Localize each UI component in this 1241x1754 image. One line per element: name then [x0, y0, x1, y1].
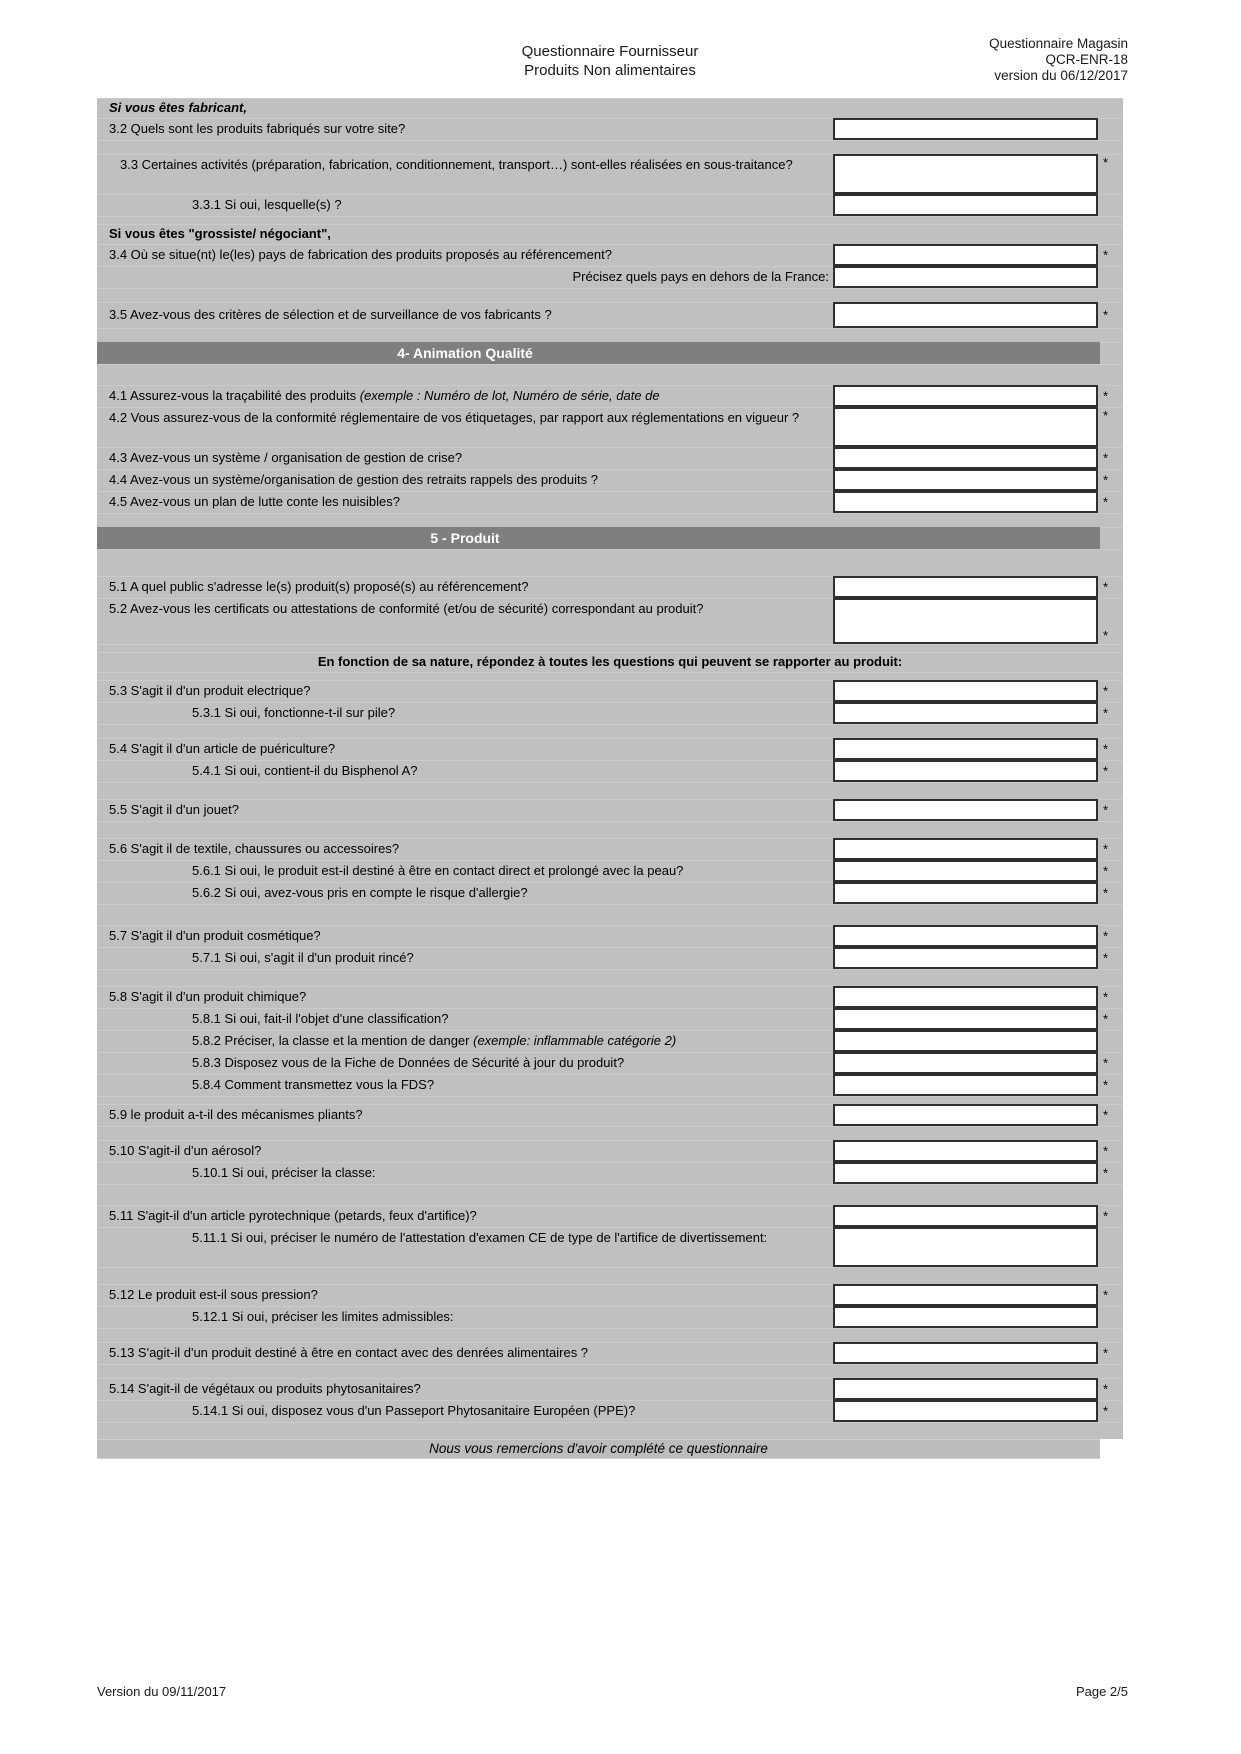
answer-box-5.8.3[interactable] — [833, 1052, 1098, 1074]
document-title-line2: Produits Non alimentaires — [524, 62, 696, 79]
required-marker: * — [1103, 388, 1109, 404]
section-title: 5 - Produit — [430, 530, 500, 546]
spacer-row — [97, 1364, 1123, 1378]
footer-page-number: Page 2/5 — [1075, 1684, 1128, 1699]
section-band-section-4 — [97, 342, 1123, 364]
question-text-5.6.2: 5.6.2 Si oui, avez-vous pris en compte le risque d'allergie? — [192, 885, 528, 900]
spacer-row — [97, 969, 1123, 986]
section-label-fabricant: Si vous êtes fabricant, — [97, 98, 1123, 118]
required-marker: * — [1103, 1165, 1109, 1181]
question-text-5.8.2: 5.8.2 Préciser, la classe et la mention de danger (exemple: inflammable catégorie 2) — [192, 1033, 677, 1048]
required-marker: * — [1103, 763, 1109, 779]
document-ref-code: QCR-ENR-18 — [1045, 52, 1128, 67]
question-row-4.2 — [97, 407, 1123, 447]
question-text-5.6: 5.6 S'agit il de textile, chaussures ou accessoires? — [109, 841, 400, 856]
required-marker: * — [1103, 247, 1109, 263]
question-row-5.5 — [97, 799, 1123, 821]
question-text-5.9: 5.9 le produit a-t-il des mécanismes pliants? — [109, 1107, 363, 1122]
question-text-5.8.1: 5.8.1 Si oui, fait-il l'objet d'une classification? — [192, 1011, 449, 1026]
question-row-3.5 — [97, 302, 1123, 328]
answer-box-5.6.1[interactable] — [833, 860, 1098, 882]
question-row-5.1 — [97, 576, 1123, 598]
required-marker: * — [1103, 1107, 1109, 1123]
answer-box-3.2[interactable] — [833, 118, 1098, 140]
required-marker: * — [1103, 1208, 1109, 1224]
document-title — [97, 42, 1123, 80]
instruction-nature-note: En fonction de sa nature, répondez à toutes les questions qui peuvent se rapporter au produit: — [97, 652, 1123, 672]
answer-box-5.4.1[interactable] — [833, 760, 1098, 782]
question-row-5.14 — [97, 1378, 1123, 1400]
answer-box-5.5[interactable] — [833, 799, 1098, 821]
question-row-5.8.2 — [97, 1030, 1123, 1052]
question-text-5.7.1: 5.7.1 Si oui, s'agit il d'un produit rincé? — [192, 950, 414, 965]
document-ref-version: version du 06/12/2017 — [994, 68, 1128, 83]
required-marker: * — [1103, 863, 1109, 879]
required-marker: * — [1103, 989, 1109, 1005]
spacer-row — [97, 1184, 1123, 1205]
required-marker: * — [1103, 841, 1109, 857]
spacer-row — [97, 1096, 1123, 1104]
answer-box-5.10[interactable] — [833, 1140, 1098, 1162]
required-marker: * — [1103, 1055, 1109, 1071]
answer-box-3.3[interactable] — [833, 154, 1098, 194]
question-row-5.8.3 — [97, 1052, 1123, 1074]
question-text-5.13: 5.13 S'agit-il d'un produit destiné à être en contact avec des denrées alimentaires ? — [109, 1345, 589, 1360]
question-text-4.1: 4.1 Assurez-vous la traçabilité des produits (exemple : Numéro de lot, Numéro de série, date de — [109, 388, 660, 403]
answer-box-5.7[interactable] — [833, 925, 1098, 947]
required-marker: * — [1103, 1345, 1109, 1361]
question-text-5.6.1: 5.6.1 Si oui, le produit est-il destiné à être en contact direct et prolongé avec la peau? — [192, 863, 684, 878]
section-title: 4- Animation Qualité — [397, 345, 533, 361]
question-text-5.2: 5.2 Avez-vous les certificats ou attestations de conformité (et/ou de sécurité) correspondant au produit? — [109, 601, 704, 616]
footer-version: Version du 09/11/2017 — [97, 1684, 227, 1699]
required-marker: * — [1103, 950, 1109, 966]
question-row-5.13 — [97, 1342, 1123, 1364]
question-text-3.5: 3.5 Avez-vous des critères de sélection et de surveillance de vos fabricants ? — [109, 307, 552, 322]
answer-box-4.1[interactable] — [833, 385, 1098, 407]
document-title-line1: Questionnaire Fournisseur — [521, 43, 699, 60]
page-footer — [97, 1684, 1128, 1699]
question-text-3.4.precision: Précisez quels pays en dehors de la France: — [572, 269, 829, 284]
question-text-5.8.3: 5.8.3 Disposez vous de la Fiche de Données de Sécurité à jour du produit? — [192, 1055, 625, 1070]
question-text-5.14: 5.14 S'agit-il de végétaux ou produits phytosanitaires? — [109, 1381, 421, 1396]
question-text-example: (exemple : Numéro de lot, Numéro de série, date de — [359, 388, 660, 403]
spacer-row — [97, 328, 1123, 342]
question-row-3.4.precision — [97, 266, 1123, 288]
answer-box-4.5[interactable] — [833, 491, 1098, 513]
answer-box-5.14[interactable] — [833, 1378, 1098, 1400]
answer-box-4.2[interactable] — [833, 407, 1098, 447]
question-text-5.1: 5.1 A quel public s'adresse le(s) produit(s) proposé(s) au référencement? — [109, 579, 529, 594]
question-row-5.11 — [97, 1205, 1123, 1227]
answer-box-5.2[interactable] — [833, 598, 1098, 644]
section-label-grossiste: Si vous êtes "grossiste/ négociant", — [97, 224, 1123, 244]
question-row-3.4 — [97, 244, 1123, 266]
question-text-5.10.1: 5.10.1 Si oui, préciser la classe: — [192, 1165, 376, 1180]
question-text-3.3.1: 3.3.1 Si oui, lesquelle(s) ? — [192, 197, 342, 212]
question-text-4.3: 4.3 Avez-vous un système / organisation de gestion de crise? — [109, 450, 463, 465]
answer-box-5.6[interactable] — [833, 838, 1098, 860]
spacer-row — [97, 513, 1123, 527]
required-marker: * — [1103, 683, 1109, 699]
document-reference — [989, 36, 1128, 84]
section-band-section-5 — [97, 527, 1123, 549]
form-rows — [97, 98, 1123, 1459]
answer-box-3.4.precision[interactable] — [833, 266, 1098, 288]
section-band-bar — [97, 342, 1100, 364]
spacer-row — [97, 672, 1123, 680]
question-text-5.3.1: 5.3.1 Si oui, fonctionne-t-il sur pile? — [192, 705, 396, 720]
answer-box-4.3[interactable] — [833, 447, 1098, 469]
answer-box-5.10.1[interactable] — [833, 1162, 1098, 1184]
question-text-5.4.1: 5.4.1 Si oui, contient-il du Bisphenol A? — [192, 763, 418, 778]
question-row-5.12 — [97, 1284, 1123, 1306]
required-marker: * — [1103, 741, 1109, 757]
question-text-5.12: 5.12 Le produit est-il sous pression? — [109, 1287, 318, 1302]
answer-box-5.14.1[interactable] — [833, 1400, 1098, 1422]
question-text-5.11.1: 5.11.1 Si oui, préciser le numéro de l'attestation d'examen CE de type de l'artifice de divertissement: — [192, 1230, 768, 1245]
question-row-3.3.1 — [97, 194, 1123, 216]
required-marker: * — [1103, 472, 1109, 488]
question-text-5.5: 5.5 S'agit il d'un jouet? — [109, 802, 239, 817]
answer-box-5.12.1[interactable] — [833, 1306, 1098, 1328]
spacer-row — [97, 1422, 1123, 1439]
question-row-5.3.1 — [97, 702, 1123, 724]
spacer-row — [97, 288, 1123, 302]
question-text-3.4: 3.4 Où se situe(nt) le(les) pays de fabrication des produits proposés au référencement? — [109, 247, 612, 262]
question-row-5.6 — [97, 838, 1123, 860]
question-text-4.2: 4.2 Vous assurez-vous de la conformité réglementaire de vos étiquetages, par rapport aux réglementations en vigueur ? — [109, 410, 800, 425]
question-row-5.14.1 — [97, 1400, 1123, 1422]
question-text-5.4: 5.4 S'agit il d'un article de puériculture? — [109, 741, 336, 756]
required-marker: * — [1103, 307, 1109, 323]
closing-note-row — [97, 1439, 1123, 1459]
question-row-5.11.1 — [97, 1227, 1123, 1267]
question-row-5.8.1 — [97, 1008, 1123, 1030]
required-marker: * — [1103, 802, 1109, 818]
question-row-5.6.1 — [97, 860, 1123, 882]
question-text-5.8.4: 5.8.4 Comment transmettez vous la FDS? — [192, 1077, 435, 1092]
required-marker: * — [1103, 628, 1109, 643]
answer-box-5.11.1[interactable] — [833, 1227, 1098, 1267]
required-marker: * — [1103, 1077, 1109, 1093]
question-row-5.8 — [97, 986, 1123, 1008]
answer-box-3.4[interactable] — [833, 244, 1098, 266]
closing-note: Nous vous remercions d'avoir complété ce questionnaire — [97, 1439, 1100, 1459]
document-ref-name: Questionnaire Magasin — [989, 36, 1128, 51]
spacer-row — [97, 216, 1123, 224]
spacer-row — [97, 724, 1123, 738]
answer-box-5.4[interactable] — [833, 738, 1098, 760]
question-text-5.7: 5.7 S'agit il d'un produit cosmétique? — [109, 928, 321, 943]
answer-box-5.8[interactable] — [833, 986, 1098, 1008]
required-marker: * — [1103, 450, 1109, 466]
answer-box-5.6.2[interactable] — [833, 882, 1098, 904]
question-row-5.8.4 — [97, 1074, 1123, 1096]
required-marker: * — [1103, 928, 1109, 944]
required-marker: * — [1103, 494, 1109, 510]
section-band-bar — [97, 527, 1100, 549]
required-marker: * — [1103, 1287, 1109, 1303]
spacer-row — [97, 1328, 1123, 1342]
spacer-row — [97, 1267, 1123, 1284]
required-marker: * — [1103, 408, 1109, 423]
answer-box-5.9[interactable] — [833, 1104, 1098, 1126]
question-row-4.1 — [97, 385, 1123, 407]
question-row-5.6.2 — [97, 882, 1123, 904]
spacer-row — [97, 782, 1123, 799]
question-row-5.12.1 — [97, 1306, 1123, 1328]
question-text-example: (exemple: inflammable catégorie 2) — [473, 1033, 677, 1048]
question-row-5.2 — [97, 598, 1123, 644]
question-text-5.10: 5.10 S'agit-il d'un aérosol? — [109, 1143, 262, 1158]
answer-box-5.8.4[interactable] — [833, 1074, 1098, 1096]
question-text-4.4: 4.4 Avez-vous un système/organisation de gestion des retraits rappels des produits ? — [109, 472, 598, 487]
answer-box-5.3.1[interactable] — [833, 702, 1098, 724]
question-row-5.3 — [97, 680, 1123, 702]
question-row-3.3 — [97, 154, 1123, 194]
question-text-5.14.1: 5.14.1 Si oui, disposez vous d'un Passeport Phytosanitaire Européen (PPE)? — [192, 1403, 636, 1418]
question-row-5.9 — [97, 1104, 1123, 1126]
answer-box-5.1[interactable] — [833, 576, 1098, 598]
question-row-3.2 — [97, 118, 1123, 140]
answer-box-3.3.1[interactable] — [833, 194, 1098, 216]
question-row-5.10.1 — [97, 1162, 1123, 1184]
required-marker: * — [1103, 705, 1109, 721]
answer-box-5.8.2[interactable] — [833, 1030, 1098, 1052]
required-marker: * — [1103, 1143, 1109, 1159]
required-marker: * — [1103, 579, 1109, 595]
question-text-5.8: 5.8 S'agit il d'un produit chimique? — [109, 989, 307, 1004]
answer-box-4.4[interactable] — [833, 469, 1098, 491]
required-marker: * — [1103, 885, 1109, 901]
question-row-5.4.1 — [97, 760, 1123, 782]
question-text-5.12.1: 5.12.1 Si oui, préciser les limites admissibles: — [192, 1309, 454, 1324]
spacer-row — [97, 549, 1123, 576]
question-row-4.5 — [97, 491, 1123, 513]
answer-box-5.13[interactable] — [833, 1342, 1098, 1364]
question-text-3.3: 3.3 Certaines activités (préparation, fabrication, conditionnement, transport…) sont-elles réalisées en sous-traitance? — [120, 157, 793, 172]
spacer-row — [97, 904, 1123, 925]
answer-box-5.7.1[interactable] — [833, 947, 1098, 969]
required-marker: * — [1103, 1381, 1109, 1397]
answer-box-5.12[interactable] — [833, 1284, 1098, 1306]
answer-box-5.11[interactable] — [833, 1205, 1098, 1227]
answer-box-5.3[interactable] — [833, 680, 1098, 702]
answer-box-3.5[interactable] — [833, 302, 1098, 328]
spacer-row — [97, 821, 1123, 838]
answer-box-5.8.1[interactable] — [833, 1008, 1098, 1030]
question-text-5.3: 5.3 S'agit il d'un produit electrique? — [109, 683, 311, 698]
question-row-5.7.1 — [97, 947, 1123, 969]
question-row-4.4 — [97, 469, 1123, 491]
question-row-5.10 — [97, 1140, 1123, 1162]
required-marker: * — [1103, 1011, 1109, 1027]
question-row-5.4 — [97, 738, 1123, 760]
spacer-row — [97, 1126, 1123, 1140]
question-text-4.5: 4.5 Avez-vous un plan de lutte conte les nuisibles? — [109, 494, 401, 509]
required-marker: * — [1103, 155, 1109, 170]
spacer-row — [97, 644, 1123, 652]
required-marker: * — [1103, 1403, 1109, 1419]
spacer-row — [97, 140, 1123, 154]
spacer-row — [97, 364, 1123, 385]
question-row-4.3 — [97, 447, 1123, 469]
question-text-3.2: 3.2 Quels sont les produits fabriqués sur votre site? — [109, 121, 406, 136]
question-row-5.7 — [97, 925, 1123, 947]
question-text-5.11: 5.11 S'agit-il d'un article pyrotechnique (petards, feux d'artifice)? — [109, 1208, 477, 1223]
